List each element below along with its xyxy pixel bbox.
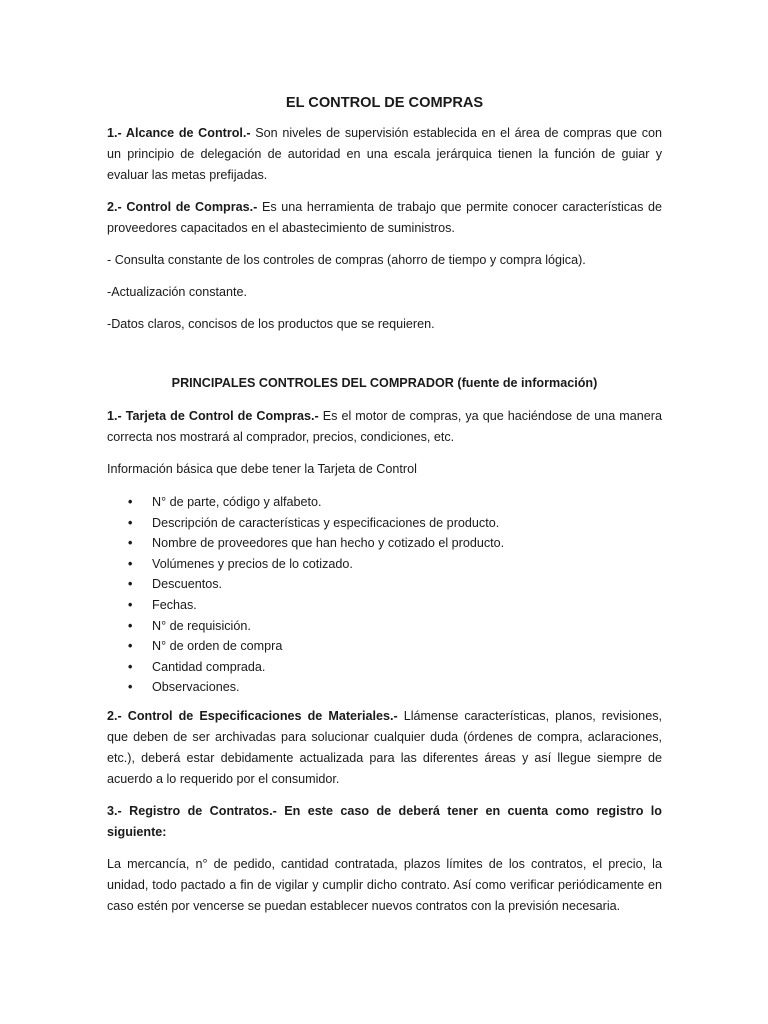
section-especificaciones — [107, 706, 662, 790]
line-datos: -Datos claros, concisos de los productos que se requieren. — [107, 317, 435, 331]
line-actualizacion: -Actualización constante. — [107, 285, 248, 299]
list-item: • Volúmenes y precios de lo cotizado. — [128, 554, 662, 575]
line-consulta: - Consulta constante de los controles de compras (ahorro de tiempo y compra lógica). — [107, 253, 586, 267]
section-alcance-heading: 1.- Alcance de Control.- — [107, 126, 251, 140]
section-tarjeta-heading: 1.- Tarjeta de Control de Compras.- — [107, 409, 319, 423]
document-title: EL CONTROL DE COMPRAS — [285, 95, 484, 111]
section-tarjeta-body: Es el motor de compras, ya que haciéndose de una manera correcta nos mostrará al comprador, precios, condiciones, etc. — [107, 409, 663, 444]
section-control-compras — [107, 197, 662, 239]
list-item: • Descuentos. — [128, 574, 662, 595]
list-item: • Descripción de características y especificaciones de producto. — [128, 513, 662, 534]
list-item: • N° de orden de compra — [128, 636, 662, 657]
section-especificaciones-heading: 2.- Control de Especificaciones de Materiales.- — [107, 708, 398, 723]
section-control-compras-body: Es una herramienta de trabajo que permite conocer características de proveedores capacitados en el abastecimiento de suministros. — [107, 200, 663, 235]
section-contratos — [107, 801, 662, 843]
list-item: • N° de requisición. — [128, 616, 662, 637]
section-subtitle: PRINCIPALES CONTROLES DEL COMPRADOR (fuente de información) — [171, 376, 598, 390]
section-alcance-body: Son niveles de supervisión establecida en el área de compras que con un principio de delegación de autoridad en una escala jerárquica tienen la función de guiar y evaluar las metas prefijadas. — [107, 126, 663, 182]
section-alcance — [107, 123, 662, 186]
section-control-compras-heading: 2.- Control de Compras.- — [107, 200, 258, 214]
list-item: • Observaciones. — [128, 677, 662, 698]
list-item: • N° de parte, código y alfabeto. — [128, 492, 662, 513]
list-item: • Cantidad comprada. — [128, 657, 662, 678]
section-contratos-heading: 3.- Registro de Contratos.- — [107, 803, 277, 818]
section-especificaciones-body: Llámense características, planos, revisiones, que deben de ser archivadas para solucionar cualquier duda (órdenes de compra, aclaraciones, etc.), deberá estar debidamente actualizada para las diferentes áreas y así llegue siempre de acuerdo a lo requerido por el consumidor. — [107, 708, 662, 786]
bullet-list — [107, 492, 662, 698]
info-basica-line: Información básica que debe tener la Tarjeta de Control — [107, 462, 417, 476]
list-item: • Nombre de proveedores que han hecho y cotizado el producto. — [128, 533, 662, 554]
section-tarjeta — [107, 406, 662, 448]
list-item: • Fechas. — [128, 595, 662, 616]
section-contratos-body: En este caso de deberá tener en cuenta como registro lo siguiente: — [107, 803, 662, 839]
mercancia-paragraph: La mercancía, n° de pedido, cantidad contratada, plazos límites de los contratos, el precio, la unidad, todo pactado a fin de vigilar y cumplir dicho contrato. Así como verificar periódicamente en caso estén por vencerse se puedan establecer nuevos contratos con la previsión necesaria. — [107, 856, 662, 913]
